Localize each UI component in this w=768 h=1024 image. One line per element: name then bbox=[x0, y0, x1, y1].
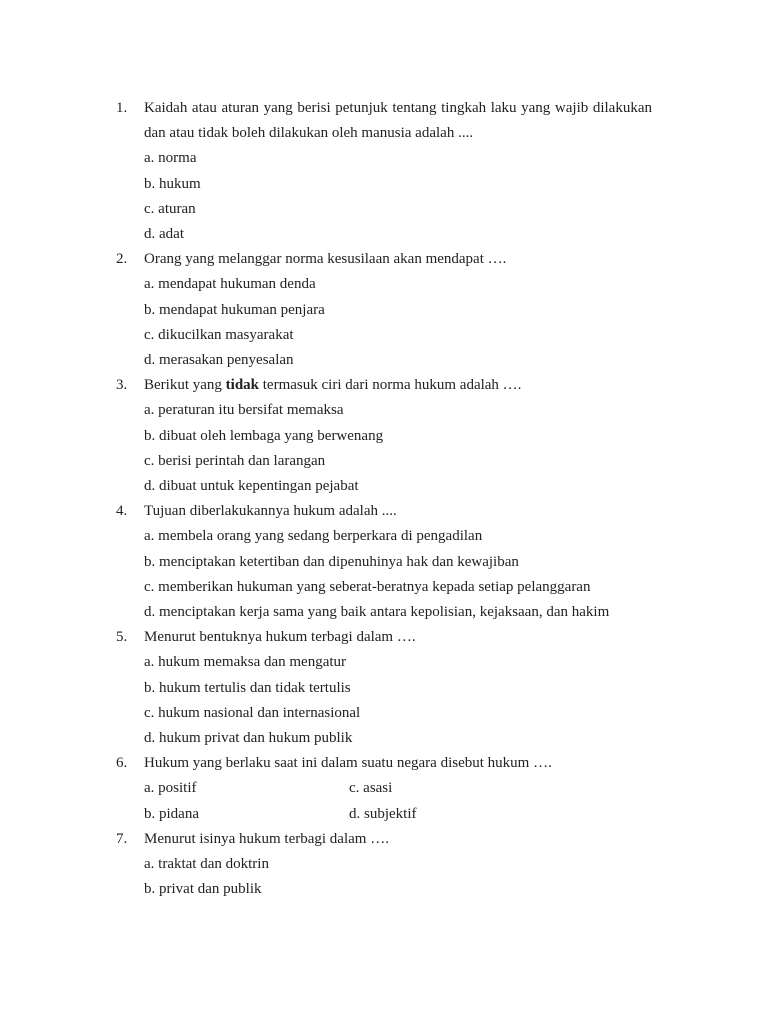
question-4 bbox=[116, 499, 652, 625]
question-6 bbox=[116, 751, 652, 827]
question-1 bbox=[116, 96, 652, 247]
answer-options bbox=[144, 776, 652, 826]
question-text: Menurut bentuknya hukum terbagi dalam …. bbox=[144, 629, 416, 646]
answer-option: c. aturan bbox=[144, 200, 196, 217]
question-2 bbox=[116, 247, 652, 373]
question-number: 5. bbox=[116, 629, 128, 646]
answer-option: b. hukum tertulis dan tidak tertulis bbox=[144, 679, 351, 696]
answer-option: b. pidana bbox=[144, 805, 199, 822]
question-text: Hukum yang berlaku saat ini dalam suatu negara disebut hukum …. bbox=[144, 755, 552, 772]
answer-options bbox=[144, 852, 652, 902]
question-text: Menurut isinya hukum terbagi dalam …. bbox=[144, 830, 389, 847]
question-7 bbox=[116, 827, 652, 903]
answer-option: b. mendapat hukuman penjara bbox=[144, 301, 325, 318]
question-text-after: termasuk ciri dari norma hukum adalah …. bbox=[259, 377, 522, 394]
question-number: 3. bbox=[116, 377, 128, 394]
question-text: Tujuan diberlakukannya hukum adalah .... bbox=[144, 503, 397, 520]
answer-options bbox=[144, 398, 652, 499]
answer-option: c. asasi bbox=[349, 780, 393, 797]
answer-options bbox=[144, 146, 652, 247]
answer-option: c. hukum nasional dan internasional bbox=[144, 704, 361, 721]
question-number: 7. bbox=[116, 830, 128, 847]
answer-option: a. norma bbox=[144, 150, 197, 167]
answer-option: d. subjektif bbox=[349, 805, 417, 822]
question-text bbox=[144, 373, 652, 398]
answer-option: c. berisi perintah dan larangan bbox=[144, 452, 326, 469]
question-5 bbox=[116, 625, 652, 751]
question-text: Kaidah atau aturan yang berisi petunjuk tentang tingkah laku yang wajib dilakukan dan atau tidak boleh dilakukan oleh manusia adalah .... bbox=[144, 100, 652, 142]
question-text: Orang yang melanggar norma kesusilaan akan mendapat …. bbox=[144, 251, 507, 268]
question-3 bbox=[116, 373, 652, 499]
answer-option: d. adat bbox=[144, 226, 184, 243]
answer-option: d. hukum privat dan hukum publik bbox=[144, 730, 353, 747]
answer-options bbox=[144, 650, 652, 751]
question-text-emphasis: tidak bbox=[225, 377, 260, 394]
answer-option: d. merasakan penyesalan bbox=[144, 352, 294, 369]
question-number: 4. bbox=[116, 503, 128, 520]
answer-options bbox=[144, 272, 652, 373]
answer-option: b. hukum bbox=[144, 175, 201, 192]
answer-option: a. traktat dan doktrin bbox=[144, 856, 269, 873]
answer-option: a. mendapat hukuman denda bbox=[144, 276, 316, 293]
question-list bbox=[116, 96, 652, 903]
answer-option: c. dikucilkan masyarakat bbox=[144, 326, 294, 343]
answer-option: b. dibuat oleh lembaga yang berwenang bbox=[144, 427, 384, 444]
question-text-before: Berikut yang bbox=[144, 377, 226, 394]
answer-option: b. privat dan publik bbox=[144, 881, 262, 898]
answer-option: a. hukum memaksa dan mengatur bbox=[144, 654, 347, 671]
answer-options bbox=[144, 524, 652, 625]
question-number: 2. bbox=[116, 251, 128, 268]
answer-option: a. membela orang yang sedang berperkara di pengadilan bbox=[144, 528, 483, 545]
answer-option: c. memberikan hukuman yang seberat-beratnya kepada setiap pelanggaran bbox=[144, 578, 591, 595]
answer-option: a. positif bbox=[144, 780, 197, 797]
answer-option: d. dibuat untuk kepentingan pejabat bbox=[144, 478, 359, 495]
question-number: 1. bbox=[116, 100, 128, 116]
question-number: 6. bbox=[116, 755, 128, 772]
answer-option: d. menciptakan kerja sama yang baik antara kepolisian, kejaksaan, dan hakim bbox=[144, 604, 610, 621]
answer-option: b. menciptakan ketertiban dan dipenuhinya hak dan kewajiban bbox=[144, 553, 519, 570]
answer-option: a. peraturan itu bersifat memaksa bbox=[144, 402, 344, 419]
